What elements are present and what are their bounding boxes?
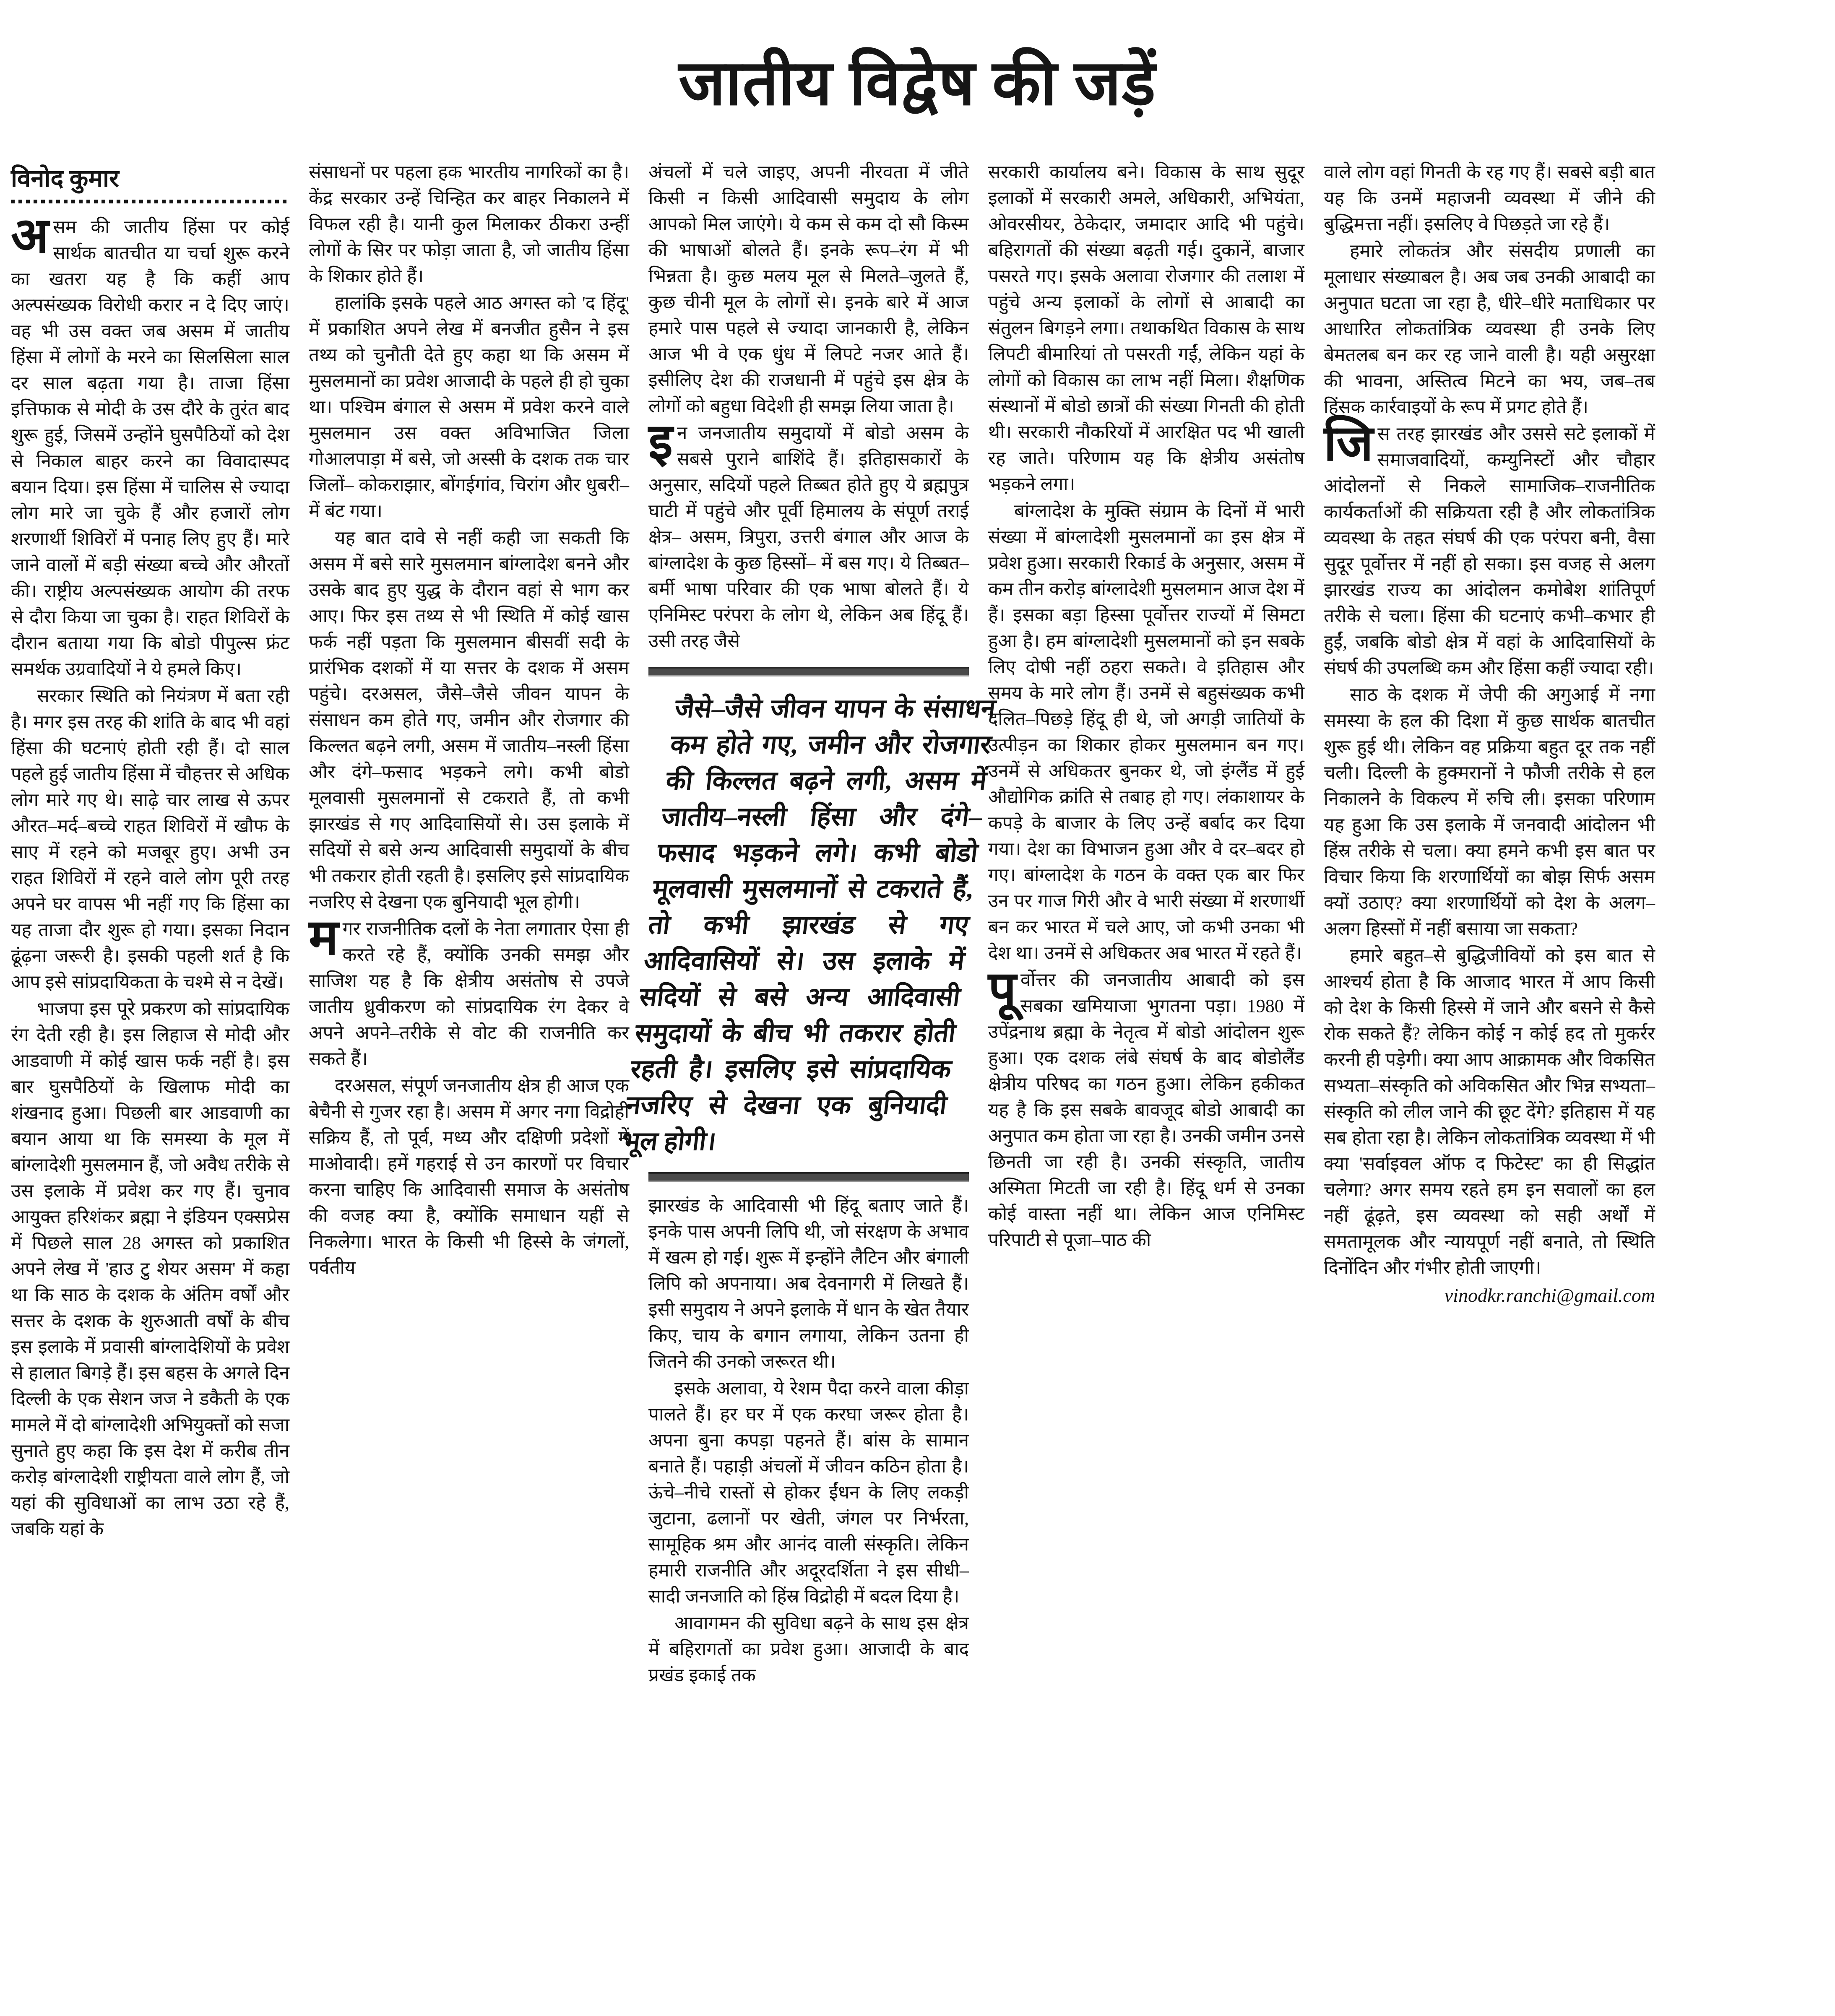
paragraph: सरकारी कार्यालय बने। विकास के साथ सुदूर इलाकों में सरकारी अमले, अधिकारी, अभियंता, ओवरसीयर, ठेकेदार, जमादार आदि भी पहुंचे। बहिरागतों की संख्या बढ़ती गई। दुकानें, बाजार पसरते गए। इसके अलावा रोजगार की तलाश में पहुंचे अन्य इलाकों के लोगों से आबादी का संतुलन बिगड़ने लगा। तथाकथित विकास के साथ लिपटी बीमारियां तो पसरती गईं, लेकिन यहां के लोगों को विकास का लाभ नहीं मिला। शैक्षणिक संस्थानों में बोडो छात्रों की संख्या गिनती की होती थी। सरकारी नौकरियों में आरक्षित पद भी खाली रह जाते। परिणाम यह कि क्षेत्रीय असंतोष भड़कने लगा।	[988, 162, 1304, 494]
byline: विनोद कुमार	[11, 165, 119, 192]
paragraph	[309, 910, 629, 1072]
paragraph	[988, 962, 1304, 1253]
paragraph: संसाधनों पर पहला हक भारतीय नागरिकों का है। केंद्र सरकार उन्हें चिन्हित कर बाहर निकालने में विफल रही है। यानी कुल मिलाकर ठीकरा उन्हीं लोगों के सिर पर फोड़ा जाता है, जो जातीय हिंसा के शिकार होते हैं।	[309, 162, 629, 286]
pull-quote-top-rule	[648, 667, 969, 676]
dropcap-i: इ	[648, 414, 673, 469]
paragraph-text: न जनजातीय समुदायों में बोडो असम के सबसे पुराने बाशिंदे हैं। इतिहासकारों के अनुसार, सदियों पहले तिब्बत होते हुए ये ब्रह्मपुत्र घाटी में पहुंचे और पूर्वी हिमालय के संपूर्ण तराई क्षेत्र– असम, त्रिपुरा, उत्तरी बंगाल और आज के बांग्लादेश के कुछ हिस्सों– में बस गए। ये तिब्बत–बर्मी भाषा परिवार की एक भाषा बोलते हैं। ये एनिमिस्ट परंपरा के लोग थे, लेकिन अब हिंदू हैं। उसी तरह जैसे	[648, 423, 969, 651]
pull-quote-bottom-rule	[648, 1172, 969, 1182]
pull-quote-text: जैसे–जैसे जीवन यापन के संसाधन कम होते गए, जमीन और रोजगार की किल्लत बढ़ने लगी, असम में जातीय–नस्ली हिंसा और दंगे–फसाद भड़कने लगे। कभी बोडो मूलवासी मुसलमानों से टकराते हैं, तो कभी झारखंड से गए आदिवासियों से। उस इलाके में सदियों से बसे अन्य आदिवासी समुदायों के बीच भी तकरार होती रहती है। इसलिए इसे सांप्रदायिक नजरिए से देखना एक बुनियादी भूल होगी।	[620, 695, 997, 1156]
column-5	[1320, 159, 1655, 1306]
paragraph: साठ के दशक में जेपी की अगुआई में नगा समस्या के हल की दिशा में कुछ सार्थक बातचीत शुरू हुई थी। लेकिन वह प्रक्रिया बहुत दूर तक नहीं चली। दिल्ली के हुक्मरानों ने फौजी तरीके से हल निकालने के विकल्प में रुचि ली। इसका परिणाम यह हुआ कि उस इलाके में जनवादी आंदोलन भी हिंस्र तरीके से चला। क्या हमने कभी इस बात पर विचार किया कि शरणार्थियों का बोझ सिर्फ असम क्यों उठाए? क्या शरणार्थियों को देश के अलग–अलग हिस्सों में नहीं बसाया जा सकता?	[1324, 684, 1655, 939]
column-2	[305, 159, 644, 1282]
paragraph: इसके अलावा, ये रेशम पैदा करने वाला कीड़ा पालते हैं। हर घर में एक करघा जरूर होता है। अपना बुना कपड़ा पहनते हैं। बांस के सामान बनाते हैं। पहाड़ी अंचलों में जीवन कठिन होता है। ऊंचे–नीचे रास्तों से होकर ईंधन के लिए लकड़ी जुटाना, ढलानों पर खेती, जंगल पर निर्भरता, सामूहिक श्रम और आनंद वाली संस्कृति। लेकिन हमारी राजनीति और अदूरदर्शिता ने इस सीधी–सादी जनजाति को हिंस्र विद्रोही में बदल दिया है।	[648, 1378, 969, 1607]
byline-divider	[11, 200, 289, 203]
dropcap-ji: जि	[1324, 416, 1374, 471]
paragraph-text: स तरह झारखंड और उससे सटे इलाकों में समाजवादियों, कम्युनिस्टों और चौहार आंदोलनों से निकले सामाजिक–राजनीतिक कार्यकर्ताओं की सक्रियता रही है और लोकतांत्रिक व्यवस्था के तहत संघर्ष की एक परंपरा बनी, वैसा सुदूर पूर्वोत्तर में नहीं हो सका। इस वजह से अलग झारखंड राज्य का आंदोलन कमोबेश शांतिपूर्ण तरीके से चला। हिंसा की घटनाएं कभी–कभार ही हुईं, जबकि बोडो क्षेत्र में वहां के आदिवासियों के संघर्ष की उपलब्धि कम और हिंसा कहीं ज्यादा रही।	[1324, 424, 1655, 678]
paragraph: झारखंड के आदिवासी भी हिंदू बताए जाते हैं। इनके पास अपनी लिपि थी, जो संरक्षण के अभाव में खत्म हो गई। शुरू में इन्होंने लैटिन और बंगाली लिपि को अपनाया। अब देवनागरी में लिखते हैं। इसी समुदाय ने अपने इलाके में धान के खेत तैयार किए, चाय के बगान लगाया, लेकिन उतना ही जितने की उनको जरूरत थी।	[648, 1195, 969, 1372]
paragraph-text: र्वोत्तर की जनजातीय आबादी को इस सबका खमियाजा भुगतना पड़ा। 1980 में उपेंद्रनाथ ब्रह्मा के नेतृत्व में बोडो आंदोलन शुरू हुआ। एक दशक लंबे संघर्ष के बाद बोडोलैंड क्षेत्रीय परिषद का गठन हुआ। लेकिन हकीकत यह है कि इस सबके बावजूद बोडो आबादी का अनुपात कम होता जा रहा है। उनकी जमीन उनसे छिनती जा रही है। उनकी संस्कृति, जातीय अस्मिता मिटती जा रही है। हिंदू धर्म से उनका कोई वास्ता नहीं था। लेकिन आज एनिमिस्ट परिपाटी से पूजा–पाठ की	[988, 970, 1304, 1250]
column-1	[11, 159, 305, 1543]
column-4	[984, 159, 1320, 1254]
paragraph: दरअसल, संपूर्ण जनजातीय क्षेत्र ही आज एक बेचैनी से गुजर रहा है। असम में अगर नगा विद्रोही सक्रिय हैं, तो पूर्व, मध्य और दक्षिणी प्रदेशों में माओवादी। हमें गहराई से उन कारणों पर विचार करना चाहिए कि आदिवासी समाज के असंतोष की वजह क्या है, क्योंकि समाधान यहीं से निकलेगा। भारत के किसी भी हिस्से के जंगलों, पर्वतीय	[309, 1075, 629, 1278]
article-columns	[11, 159, 1824, 1689]
paragraph	[11, 208, 289, 682]
paragraph: वाले लोग वहां गिनती के रह गए हैं। सबसे बड़ी बात यह कि उनमें महाजनी व्यवस्था में जीने की बुद्धिमत्ता नहीं। इसलिए वे पिछड़ते जा रहे हैं।	[1324, 162, 1655, 234]
paragraph: सरकार स्थिति को नियंत्रण में बता रही है। मगर इस तरह की शांति के बाद भी वहां हिंसा की घटनाएं होती रही हैं। दो साल पहले हुई जातीय हिंसा में चौहत्तर से अधिक लोग मारे गए थे। साढ़े चार लाख से ऊपर औरत–मर्द–बच्चे राहत शिविरों में खौफ के साए में रहने को मजबूर हुए। अभी उन राहत शिविरों में रहने वाले लोग पूरी तरह अपने घर वापस भी नहीं गए कि हिंसा का यह ताजा दौर शुरू हो गया। इसका निदान ढूंढ़ना जरूरी है। इसकी पहली शर्त है कि आप इसे सांप्रदायिकता के चश्मे से न देखें।	[11, 685, 289, 992]
dropcap-a: अ	[11, 208, 49, 263]
author-email: vinodkr.ranchi@gmail.com	[1444, 1285, 1655, 1306]
column-3	[620, 159, 997, 1689]
paragraph: हमारे लोकतंत्र और संसदीय प्रणाली का मूलाधार संख्याबल है। अब जब उनकी आबादी का अनुपात घटता जा रहा है, धीरे–धीरे मताधिकार पर आधारित लोकतांत्रिक व्यवस्था ही उनके लिए बेमतलब बन कर रह जाने वाली है। यही असुरक्षा की भावना, अस्तित्व मिटने का भय, जब–तब हिंसक कार्रवाइयों के रूप में प्रगट होते हैं।	[1324, 241, 1655, 417]
newspaper-page	[0, 42, 1835, 2016]
paragraph	[1324, 416, 1655, 681]
paragraph: बांग्लादेश के मुक्ति संग्राम के दिनों में भारी संख्या में बांग्लादेशी मुसलमानों का इस क्षेत्र में प्रवेश हुआ। सरकारी रिकार्ड के अनुसार, असम में कम तीन करोड़ बांग्लादेशी मुसलमान आज देश में हैं। इसका बड़ा हिस्सा पूर्वोत्तर राज्यों में सिमटा हुआ है। हम बांग्लादेशी मुसलमानों को इन सबके लिए दोषी नहीं ठहरा सकते। वे इतिहास और समय के मारे लोग हैं। उनमें से बहुसंख्यक कभी दलित–पिछड़े हिंदू ही थे, जो अगड़ी जातियों के उत्पीड़न का शिकार होकर मुसलमान बन गए। उनमें से अधिकतर बुनकर थे, जो इंग्लैंड में हुई औद्योगिक क्रांति से तबाह हो गए। लंकाशायर के कपड़े के बाजार के लिए उन्हें बर्बाद कर दिया गया। देश का विभाजन हुआ और वे दर–बदर हो गए। बांग्लादेश के गठन के वक्त एक बार फिर उन पर गाज गिरी और वे भारी संख्या में शरणार्थी बन कर भारत में चले आए, जो कभी उनका भी देश था। उनमें से अधिकतर अब भारत में रहते हैं।	[988, 501, 1304, 963]
pull-quote	[620, 667, 997, 1182]
page-title: जातीय विद्वेष की जड़ें	[679, 48, 1156, 118]
paragraph: आवागमन की सुविधा बढ़ने के साथ इस क्षेत्र में बहिरागतों का प्रवेश हुआ। आजादी के बाद प्रखंड इकाई तक	[648, 1613, 969, 1686]
paragraph-text: गर राजनीतिक दलों के नेता लगातार ऐसा ही करते रहे हैं, क्योंकि उनकी समझ और साजिश यह है कि क्षेत्रीय असंतोष से उपजे जातीय ध्रुवीकरण को सांप्रदायिक रंग देकर वे अपने अपने–तरीके से वोट की राजनीति कर सकते हैं।	[309, 918, 629, 1069]
dropcap-pu: पू	[988, 962, 1017, 1017]
paragraph: भाजपा इस पूरे प्रकरण को सांप्रदायिक रंग देती रही है। इस लिहाज से मोदी और आडवाणी में कोई खास फर्क नहीं है। इस बार घुसपैठियों के खिलाफ मोदी का शंखनाद हुआ। पिछली बार आडवाणी का बयान आया था कि समस्या के मूल में बांग्लादेशी मुसलमान हैं, जो अवैध तरीके से उस इलाके में प्रवेश कर गए हैं। चुनाव आयुक्त हरिशंकर ब्रह्मा ने इंडियन एक्सप्रेस में पिछले साल 28 अगस्त को प्रकाशित अपने लेख में 'हाउ टु शेयर असम' में कहा था कि साठ के दशक के अंतिम वर्षों और सत्तर के दशक के शुरुआती वर्षों के बीच इस इलाके में प्रवासी बांग्लादेशियों के प्रवेश से हालात बिगड़े हैं। इस बहस के अगले दिन दिल्ली के एक सेशन जज ने डकैती के एक मामले में दो बांग्लादेशी अभियुक्तों को सजा सुनाते हुए कहा कि इस देश में करीब तीन करोड़ बांग्लादेशी राष्ट्रीयता वाले लोग हैं, जो यहां की सुविधाओं का लाभ उठा रहे हैं, जबकि यहां के	[11, 998, 289, 1539]
paragraph-text: सम की जातीय हिंसा पर कोई सार्थक बातचीत या चर्चा शुरू करने का खतरा यह है कि कहीं आप अल्पसंख्यक विरोधी करार न दे दिए जाएं। वह भी उस वक्त जब असम में जातीय हिंसा में लोगों के मरने का सिलसिला साल दर साल बढ़ता गया है। ताजा हिंसा इत्तिफाक से मोदी के उस दौरे के तुरंत बाद शुरू हुई, जिसमें उन्होंने घुसपैठियों को देश से निकाल बाहर करने का विवादास्पद बयान दिया। इस हिंसा में चालिस से ज्यादा लोग मारे जा चुके हैं और हजारों लोग शरणार्थी शिविरों में पनाह लिए हुए हैं। मारे जाने वालों में बड़ी संख्या बच्चे और औरतों की। राष्ट्रीय अल्पसंख्यक आयोग की तरफ से दौरा किया जा चुका है। राहत शिविरों के दौरान बताया गया कि बोडो पीपुल्स फ्रंट समर्थक उग्रवादियों ने ये हमले किए।	[11, 216, 289, 679]
paragraph: यह बात दावे से नहीं कही जा सकती कि असम में बसे सारे मुसलमान बांग्लादेश बनने और उसके बाद हुए युद्ध के दौरान वहां से भाग कर आए। फिर इस तथ्य से भी स्थिति में कोई खास फर्क नहीं पड़ता कि मुसलमान बीसवीं सदी के प्रारंभिक दशकों में या सत्तर के दशक में असम पहुंचे। दरअसल, जैसे–जैसे जीवन यापन के संसाधन कम होते गए, जमीन और रोजगार की किल्लत बढ़ने लगी, असम में जातीय–नस्ली हिंसा और दंगे–फसाद भड़कने लगे। कभी बोडो मूलवासी मुसलमानों से टकराते हैं, तो कभी झारखंड से गए आदिवासियों से। उस इलाके में सदियों से बसे अन्य आदिवासी समुदायों के बीच भी तकरार होती रहती है। इसलिए इसे सांप्रदायिक नजरिए से देखना एक बुनियादी भूल होगी।	[309, 528, 629, 912]
paragraph: हालांकि इसके पहले आठ अगस्त को 'द हिंदू' में प्रकाशित अपने लेख में बनजीत हुसैन ने इस तथ्य को चुनौती देते हुए कहा था कि असम में मुसलमानों का प्रवेश आजादी के पहले ही हो चुका था। पश्चिम बंगाल से असम में प्रवेश करने वाले मुसलमान उस वक्त अविभाजित जिला गोआलपाड़ा में बसे, जो अस्सी के दशक तक चार जिलों– कोकराझार, बोंगईगांव, चिरांग और धुबरी– में बंट गया।	[309, 293, 629, 521]
paragraph	[648, 414, 969, 654]
dropcap-ma: म	[309, 910, 338, 965]
paragraph: हमारे बहुत–से बुद्धिजीवियों को इस बात से आश्चर्य होता है कि आजाद भारत में आप किसी को देश के किसी हिस्से में जाने और बसने से कैसे रोक सकते हैं? लेकिन कोई न कोई हद तो मुकर्रर करनी ही पड़ेगी। क्या आप आक्रामक और विकसित सभ्यता–संस्कृति को अविकसित और भिन्न सभ्यता–संस्कृति को लील जाने की छूट देंगे? इतिहास में यह सब होता रहा है। लेकिन लोकतांत्रिक व्यवस्था में भी क्या 'सर्वाइवल ऑफ द फिटेस्ट' का ही सिद्धांत चलेगा? अगर समय रहते हम इन सवालों का हल नहीं ढूंढ़ते, इस व्यवस्था को सही अर्थों में समतामूलक और न्यायपूर्ण नहीं बनाते, तो स्थिति दिनोंदिन और गंभीर होती जाएगी।	[1324, 945, 1655, 1278]
paragraph: अंचलों में चले जाइए, अपनी नीरवता में जीते किसी न किसी आदिवासी समुदाय के लोग आपको मिल जाएंगे। ये कम से कम दो सौ किस्म की भाषाओं बोलते हैं। इनके रूप–रंग में भी भिन्नता है। कुछ मलय मूल से मिलते–जुलते हैं, कुछ चीनी मूल के लोगों से। इनके बारे में आज हमारे पास पहले से ज्यादा जानकारी है, लेकिन आज भी वे एक धुंध में लिपटे नजर आते हैं। इसीलिए देश की राजधानी में पहुंचे इस क्षेत्र के लोगों को बहुधा विदेशी ही समझ लिया जाता है।	[648, 162, 969, 416]
